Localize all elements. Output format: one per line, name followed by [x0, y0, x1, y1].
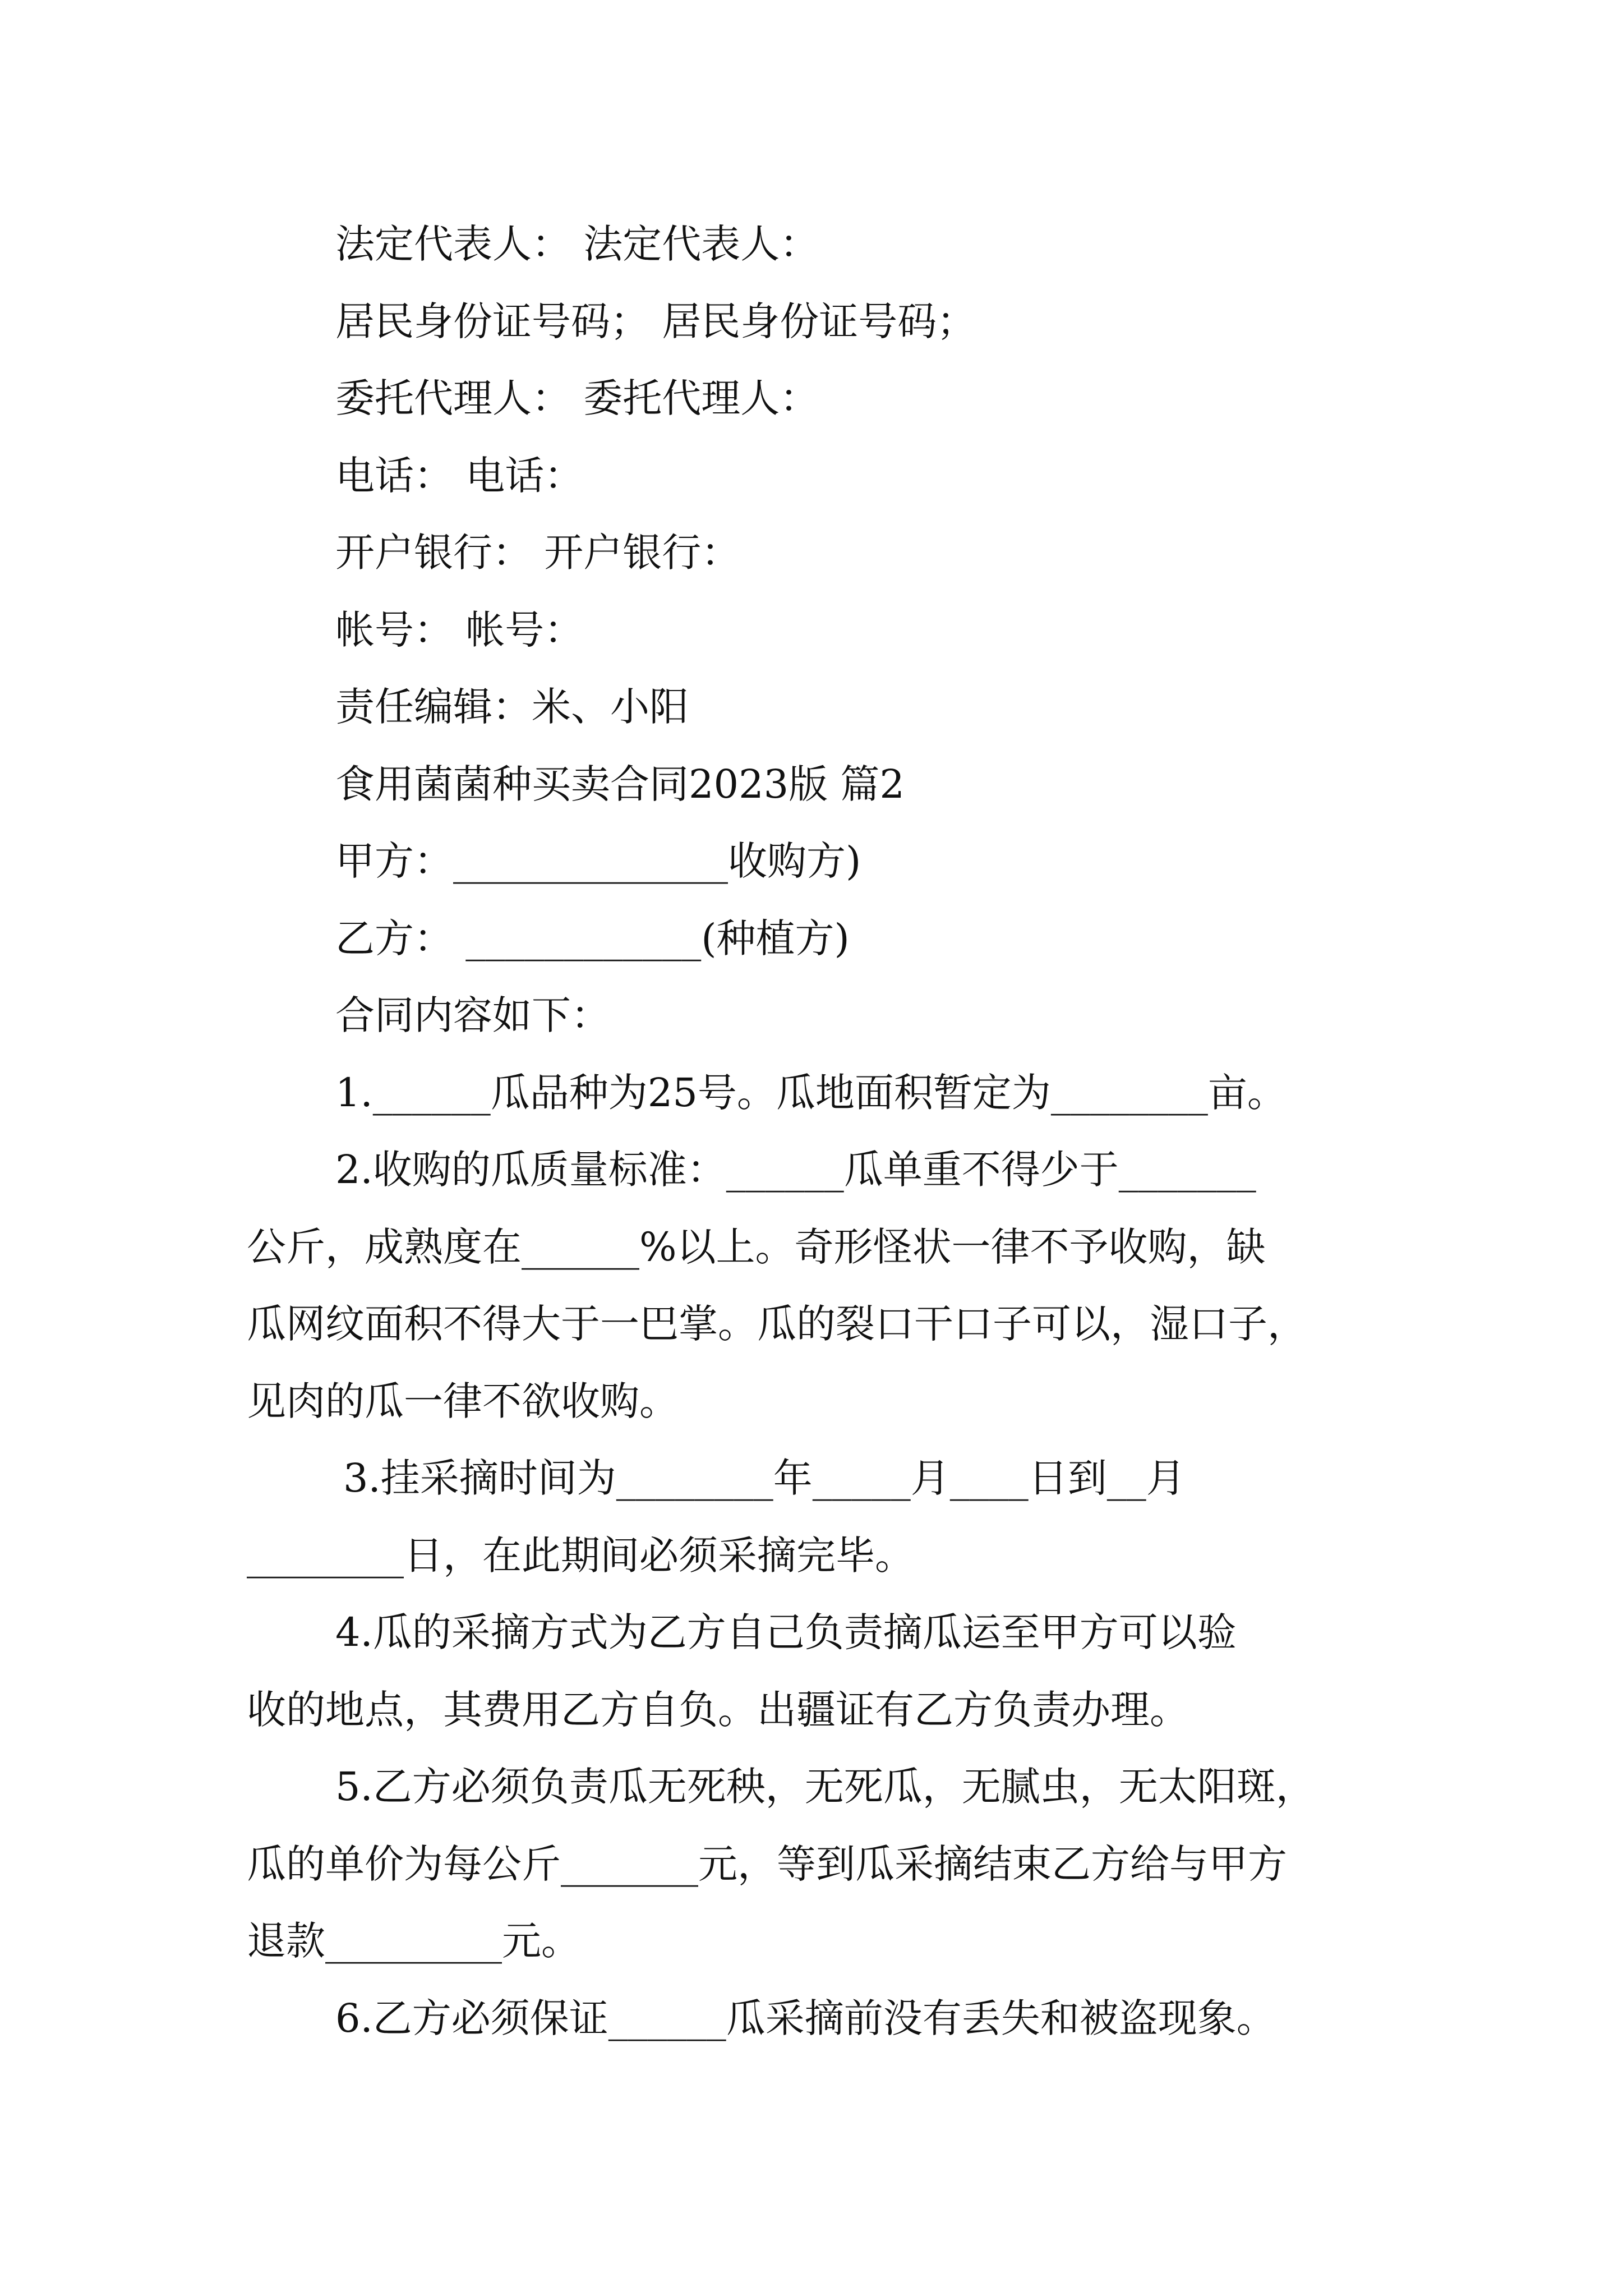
line-authorized-agent: 委托代理人： 委托代理人： — [335, 375, 819, 421]
clause-5-line-1: 5.乙方必须负责瓜无死秧，无死瓜，无腻虫，无太阳斑， — [335, 1764, 1315, 1810]
line-contract-intro: 合同内容如下： — [335, 992, 610, 1038]
section-title: 食用菌菌种买卖合同2023版 篇2 — [335, 761, 905, 807]
clause-3-line-2: ________日，在此期间必须采摘完毕。 — [247, 1533, 914, 1579]
clause-2-line-3: 瓜网纹面积不得大于一巴掌。瓜的裂口干口子可以，湿口子， — [247, 1301, 1307, 1347]
clause-6: 6.乙方必须保证______瓜采摘前没有丢失和被盗现象。 — [335, 1995, 1276, 2041]
clause-5-line-2: 瓜的单价为每公斤_______元，等到瓜采摘结束乙方给与甲方 — [247, 1841, 1287, 1887]
line-id-number: 居民身份证号码； 居民身份证号码； — [335, 298, 976, 344]
clause-1: 1.______瓜品种为25号。瓜地面积暂定为________亩。 — [335, 1070, 1287, 1116]
line-legal-representative: 法定代表人： 法定代表人： — [335, 221, 819, 267]
clause-4-line-1: 4.瓜的采摘方式为乙方自己负责摘瓜运至甲方可以验 — [335, 1609, 1237, 1655]
clause-4-line-2: 收的地点，其费用乙方自负。出疆证有乙方负责办理。 — [247, 1687, 1189, 1733]
clause-2-line-1: 2.收购的瓜质量标准：______瓜单重不得少于_______ — [335, 1147, 1256, 1193]
line-editor: 责任编辑：米、小阳 — [335, 684, 689, 730]
clause-5-line-3: 退款_________元。 — [247, 1918, 580, 1964]
clause-3-line-1: 3.挂采摘时间为________年_____月____日到__月 — [343, 1455, 1186, 1501]
line-party-a: 甲方：______________收购方) — [335, 838, 861, 884]
line-bank: 开户银行： 开户银行： — [335, 530, 741, 576]
line-account: 帐号： 帐号： — [335, 607, 584, 653]
line-party-b: 乙方： ____________(种植方) — [335, 915, 850, 961]
clause-2-line-4: 见肉的瓜一律不欲收购。 — [247, 1378, 679, 1424]
clause-2-line-2: 公斤，成熟度在______%以上。奇形怪状一律不予收购，缺 — [247, 1224, 1266, 1270]
line-phone: 电话： 电话： — [335, 453, 584, 499]
